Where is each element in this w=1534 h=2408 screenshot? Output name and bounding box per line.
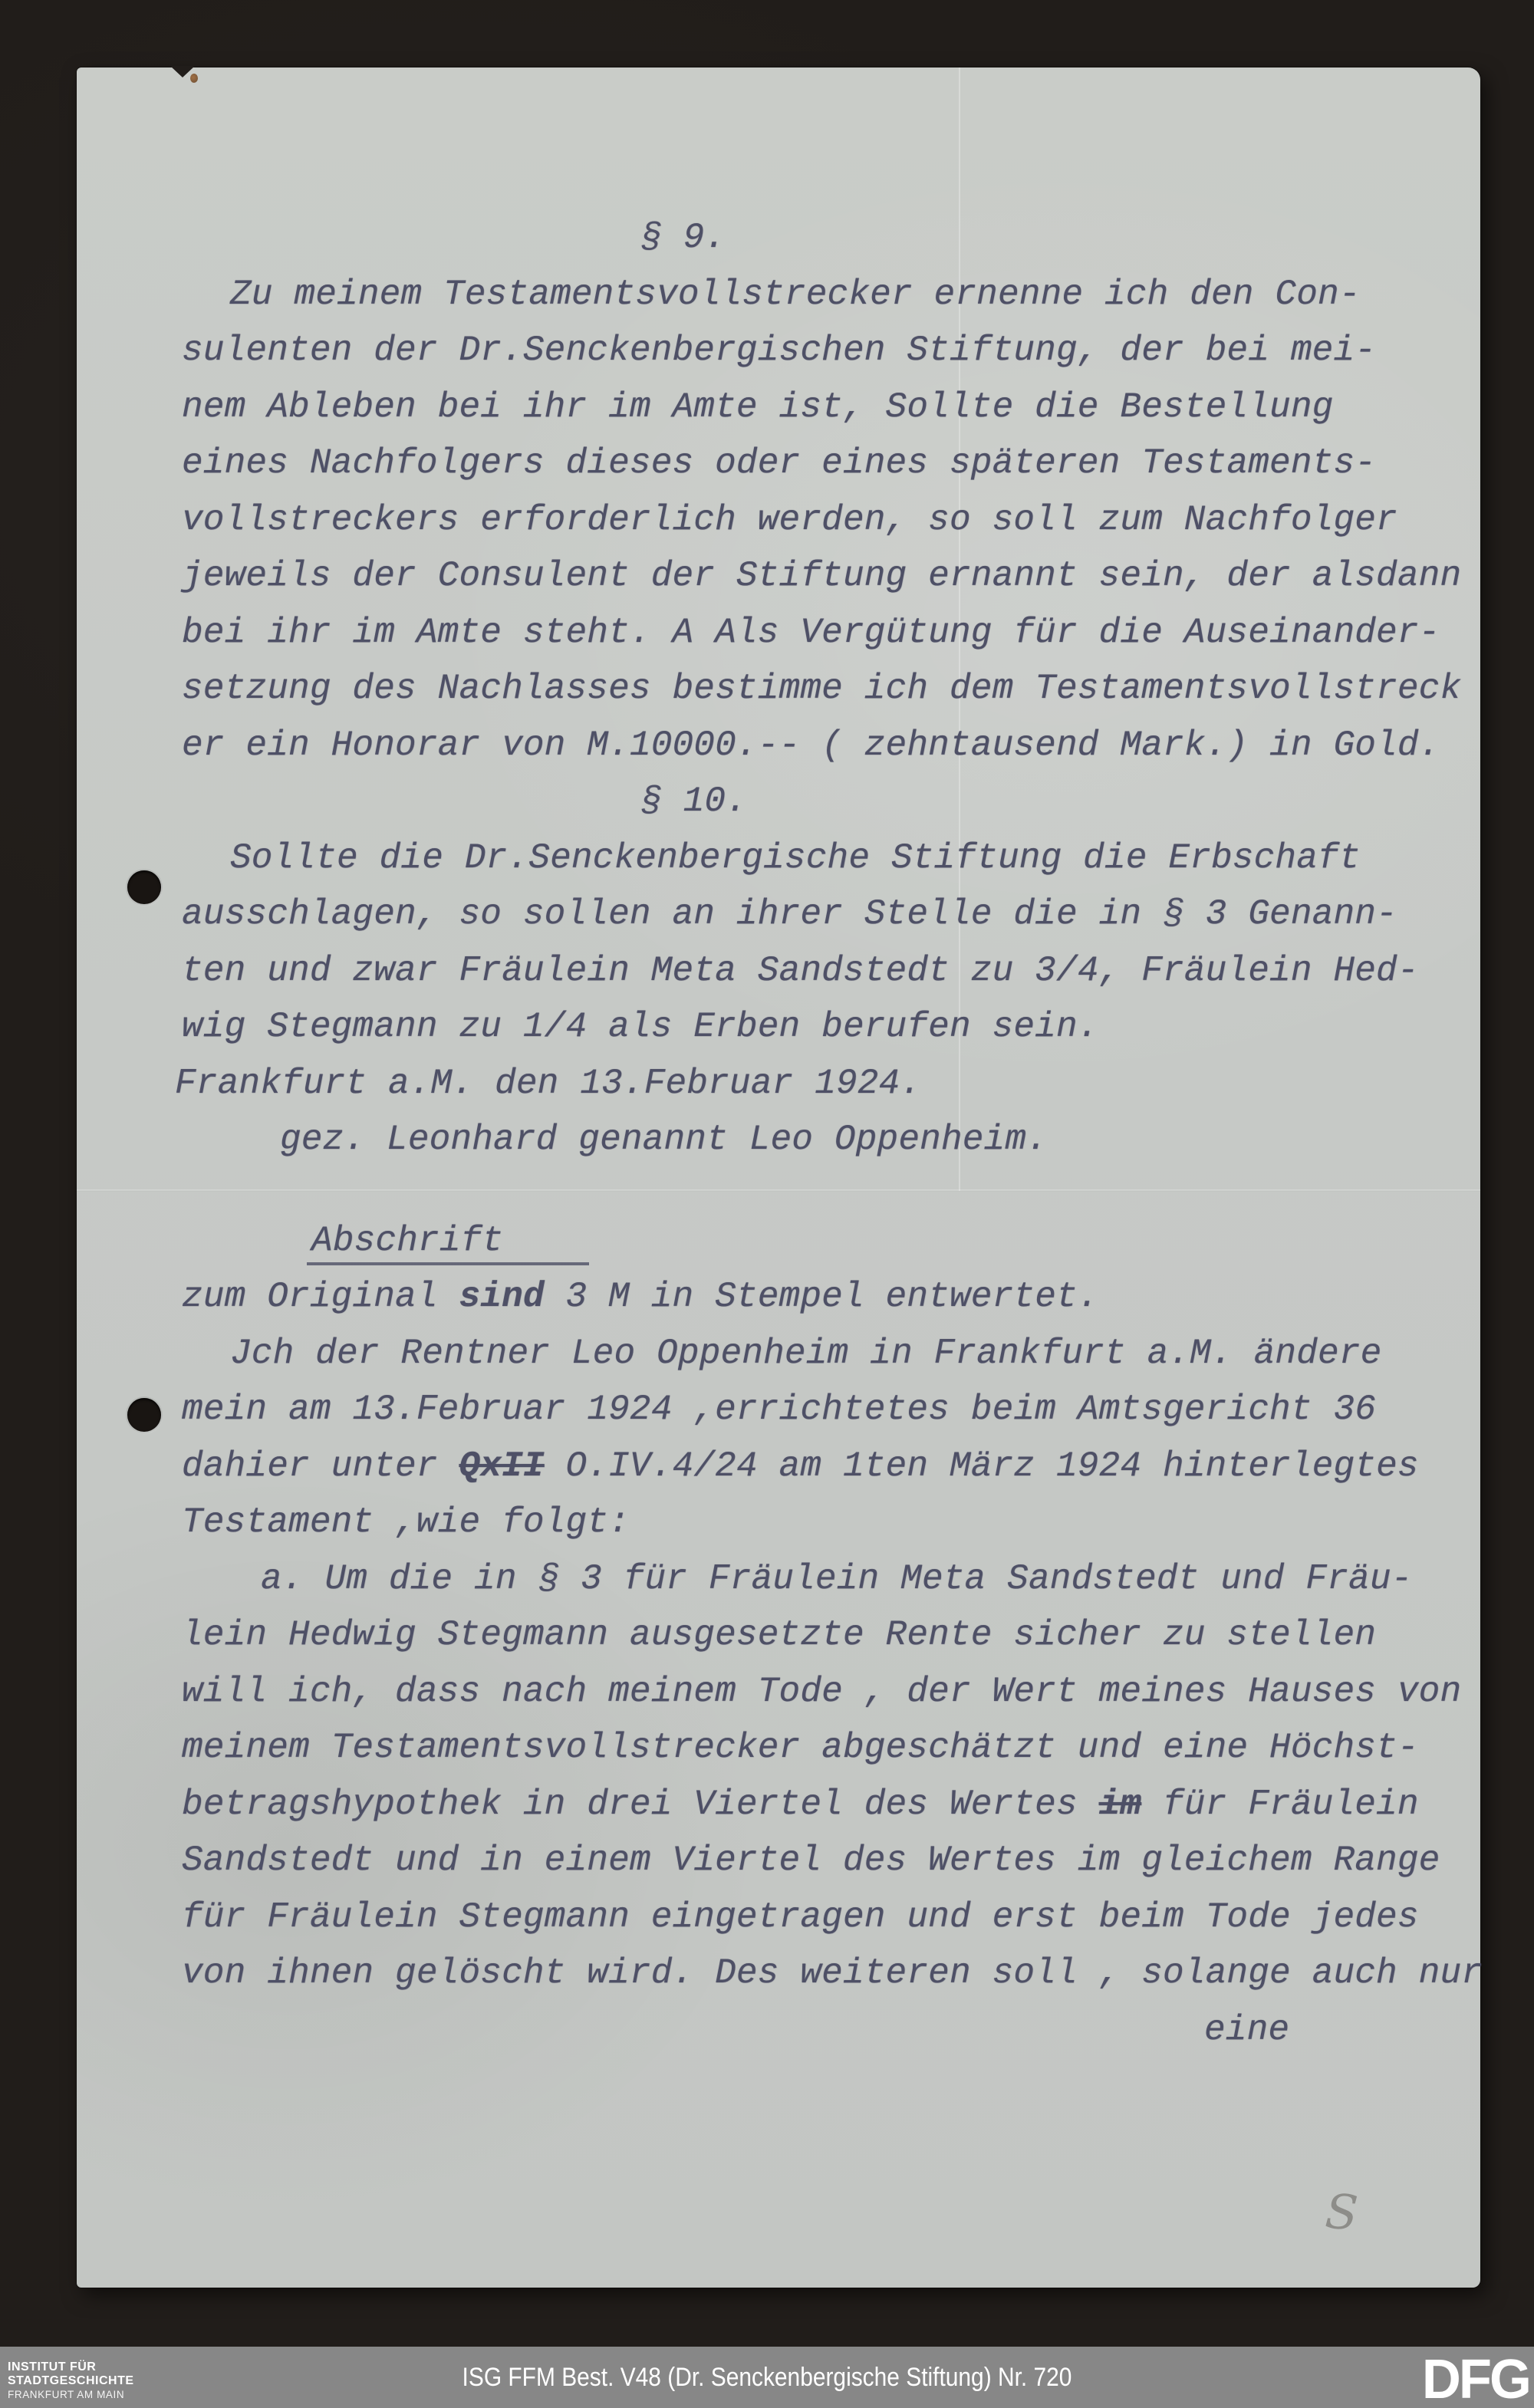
document-line: ten und zwar Fräulein Meta Sandstedt zu 3/4, Fräulein Hed- — [182, 950, 1419, 991]
document-line: für Fräulein Stegmann eingetragen und erst beim Tode jedes — [182, 1896, 1419, 1937]
punch-hole-top — [127, 870, 161, 904]
document-line: eines Nachfolgers dieses oder eines späteren Testaments- — [182, 443, 1377, 483]
document-line: Frankfurt a.M. den 13.Februar 1924. — [175, 1063, 922, 1104]
punch-hole-bottom — [127, 1398, 161, 1432]
document-line: § 10. — [640, 781, 748, 821]
document-line: von ihnen gelöscht wird. Des weiteren soll , solange auch nur — [182, 1953, 1483, 1993]
document-line: gez. Leonhard genannt Leo Oppenheim. — [280, 1120, 1048, 1160]
document-line: nem Ableben bei ihr im Amte ist, Sollte die Bestellung — [182, 387, 1334, 427]
document-line: meinem Testamentsvollstrecker abgeschätzt und eine Höchst- — [182, 1728, 1419, 1768]
overstruck-text: im — [1098, 1784, 1142, 1824]
overtyped-text: sind — [459, 1277, 545, 1317]
institute-name-line1: INSTITUT FÜR — [8, 2360, 97, 2373]
document-line: jeweils der Consulent der Stiftung ernannt sein, der alsdann — [182, 556, 1462, 596]
document-line: dahier unter QxII O.IV.4/24 am 1ten März 1924 hinterlegtes — [182, 1446, 1419, 1486]
dfg-logo: DFG — [1421, 2349, 1529, 2408]
document-line: Sollte die Dr.Senckenbergische Stiftung die Erbschaft — [230, 837, 1361, 878]
document-line: setzung des Nachlasses bestimme ich dem Testamentsvollstreck — [182, 669, 1462, 709]
institute-name-line2: STADTGESCHICHTE — [8, 2374, 134, 2387]
document-line: Abschrift — [307, 1213, 1480, 1270]
document-line: bei ihr im Amte steht. A Als Vergütung für die Auseinander- — [182, 612, 1440, 653]
document-line: betragshypothek in drei Viertel des Wertes im für Fräulein — [182, 1784, 1419, 1824]
document-line: will ich, dass nach meinem Tode , der Wert meines Hauses von — [182, 1671, 1462, 1712]
document-line: § 9. — [640, 218, 726, 258]
document-line: eine — [1204, 2009, 1290, 2050]
paper-stain — [190, 74, 198, 83]
document-line: er ein Honorar von M.10000.-- ( zehntausend Mark.) in Gold. — [182, 725, 1440, 765]
archive-footer-bar — [0, 2347, 1534, 2408]
document-line: mein am 13.Februar 1924 ,errichtetes beim Amtsgericht 36 — [182, 1390, 1377, 1429]
overstruck-text: QxII — [459, 1446, 545, 1486]
document-line: a. Um die in § 3 für Fräulein Meta Sandstedt und Fräu- — [261, 1558, 1413, 1599]
archive-reference: ISG FFM Best. V48 (Dr. Senckenbergische Stiftung) Nr. 720 — [462, 2362, 1072, 2392]
typewritten-text — [175, 210, 1483, 2058]
document-line: Jch der Rentner Leo Oppenheim in Frankfurt a.M. ändere — [230, 1333, 1382, 1373]
document-line: zum Original sind 3 M in Stempel entwertet. — [182, 1277, 1099, 1317]
document-line: Testament ,wie folgt: — [182, 1502, 630, 1542]
document-line: wig Stegmann zu 1/4 als Erben berufen sein. — [182, 1007, 1099, 1047]
document-line: ausschlagen, so sollen an ihrer Stelle die in § 3 Genann- — [182, 894, 1397, 934]
document-line: lein Hedwig Stegmann ausgesetzte Rente sicher zu stellen — [182, 1615, 1377, 1655]
document-line: Zu meinem Testamentsvollstrecker ernenne ich den Con- — [230, 274, 1361, 314]
institute-name-line3: FRANKFURT AM MAIN — [8, 2389, 125, 2400]
document-line: vollstreckers erforderlich werden, so soll zum Nachfolger — [182, 499, 1397, 540]
document-line: Sandstedt und in einem Viertel des Wertes im gleichem Range — [182, 1841, 1440, 1880]
pencil-annotation: S — [1323, 2183, 1360, 2242]
document-line: sulenten der Dr.Senckenbergischen Stiftung, der bei mei- — [182, 331, 1377, 370]
paper-sheet — [77, 67, 1483, 2288]
